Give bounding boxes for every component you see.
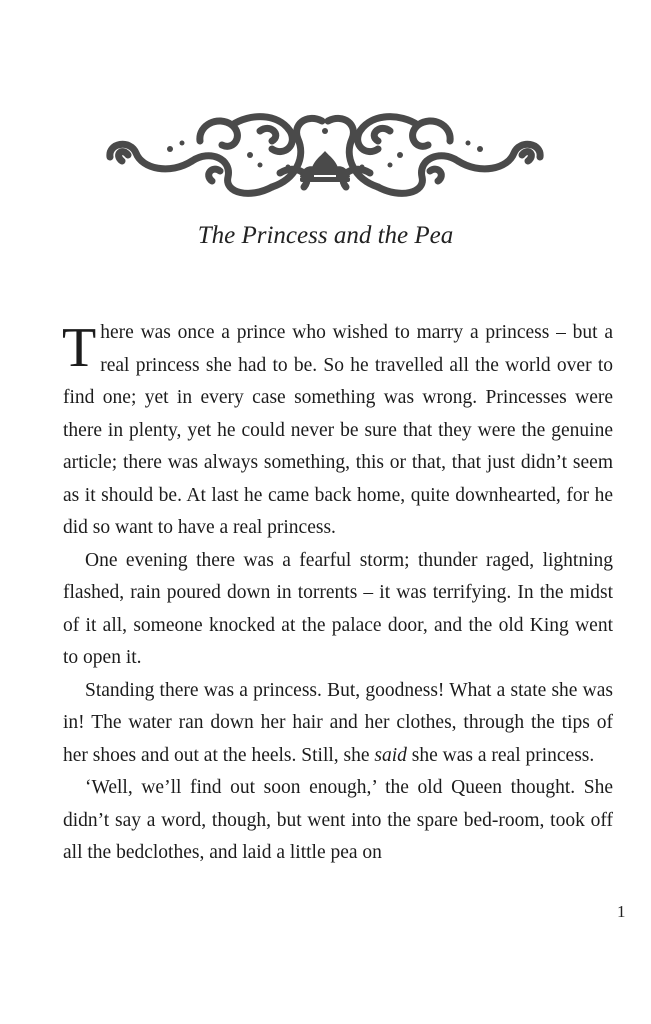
- paragraph-4: ‘Well, we’ll find out soon enough,’ the old Queen thought. She didn’t say a word, though, but went into the spare bed-room, took off all the bedclothes, and laid a little pea on: [63, 777, 613, 863]
- paragraph-2: One evening there was a fearful storm; thunder raged, lightning flashed, rain poured down in torrents – it was terrifying. In the midst of it all, someone knocked at the palace door, and the old King went to open it.: [63, 549, 613, 668]
- paragraph-1-text: here was once a prince who wished to marry a princess – but a real princess she had to be. So he travelled all the world over to find one; yet in every case something was wrong. Princesses were there in plenty, yet he could never be sure that they were the genuine article; there was always something, this or that, that just didn’t seem as it should be. At last he came back home, quite downhearted, for he did so want to have a real princess.: [63, 322, 613, 538]
- paragraph-3: [63, 675, 613, 773]
- paragraph-3-end: she was a real princess.: [406, 744, 595, 766]
- chapter-title: The Princess and the Pea: [197, 222, 454, 249]
- drop-cap: T: [62, 317, 97, 379]
- decorative-ornament: [100, 95, 550, 215]
- paragraph-3-emphasis: said: [374, 744, 407, 766]
- paragraph-1: [63, 317, 613, 545]
- paragraph-3-text: Standing there was a princess. But, goodness! What a state she was in! The water ran down her hair and her clothes, through the tips of her shoes and out at the heels. Still, she: [63, 679, 613, 766]
- body-text: [63, 317, 613, 870]
- page-number: 1: [617, 902, 626, 921]
